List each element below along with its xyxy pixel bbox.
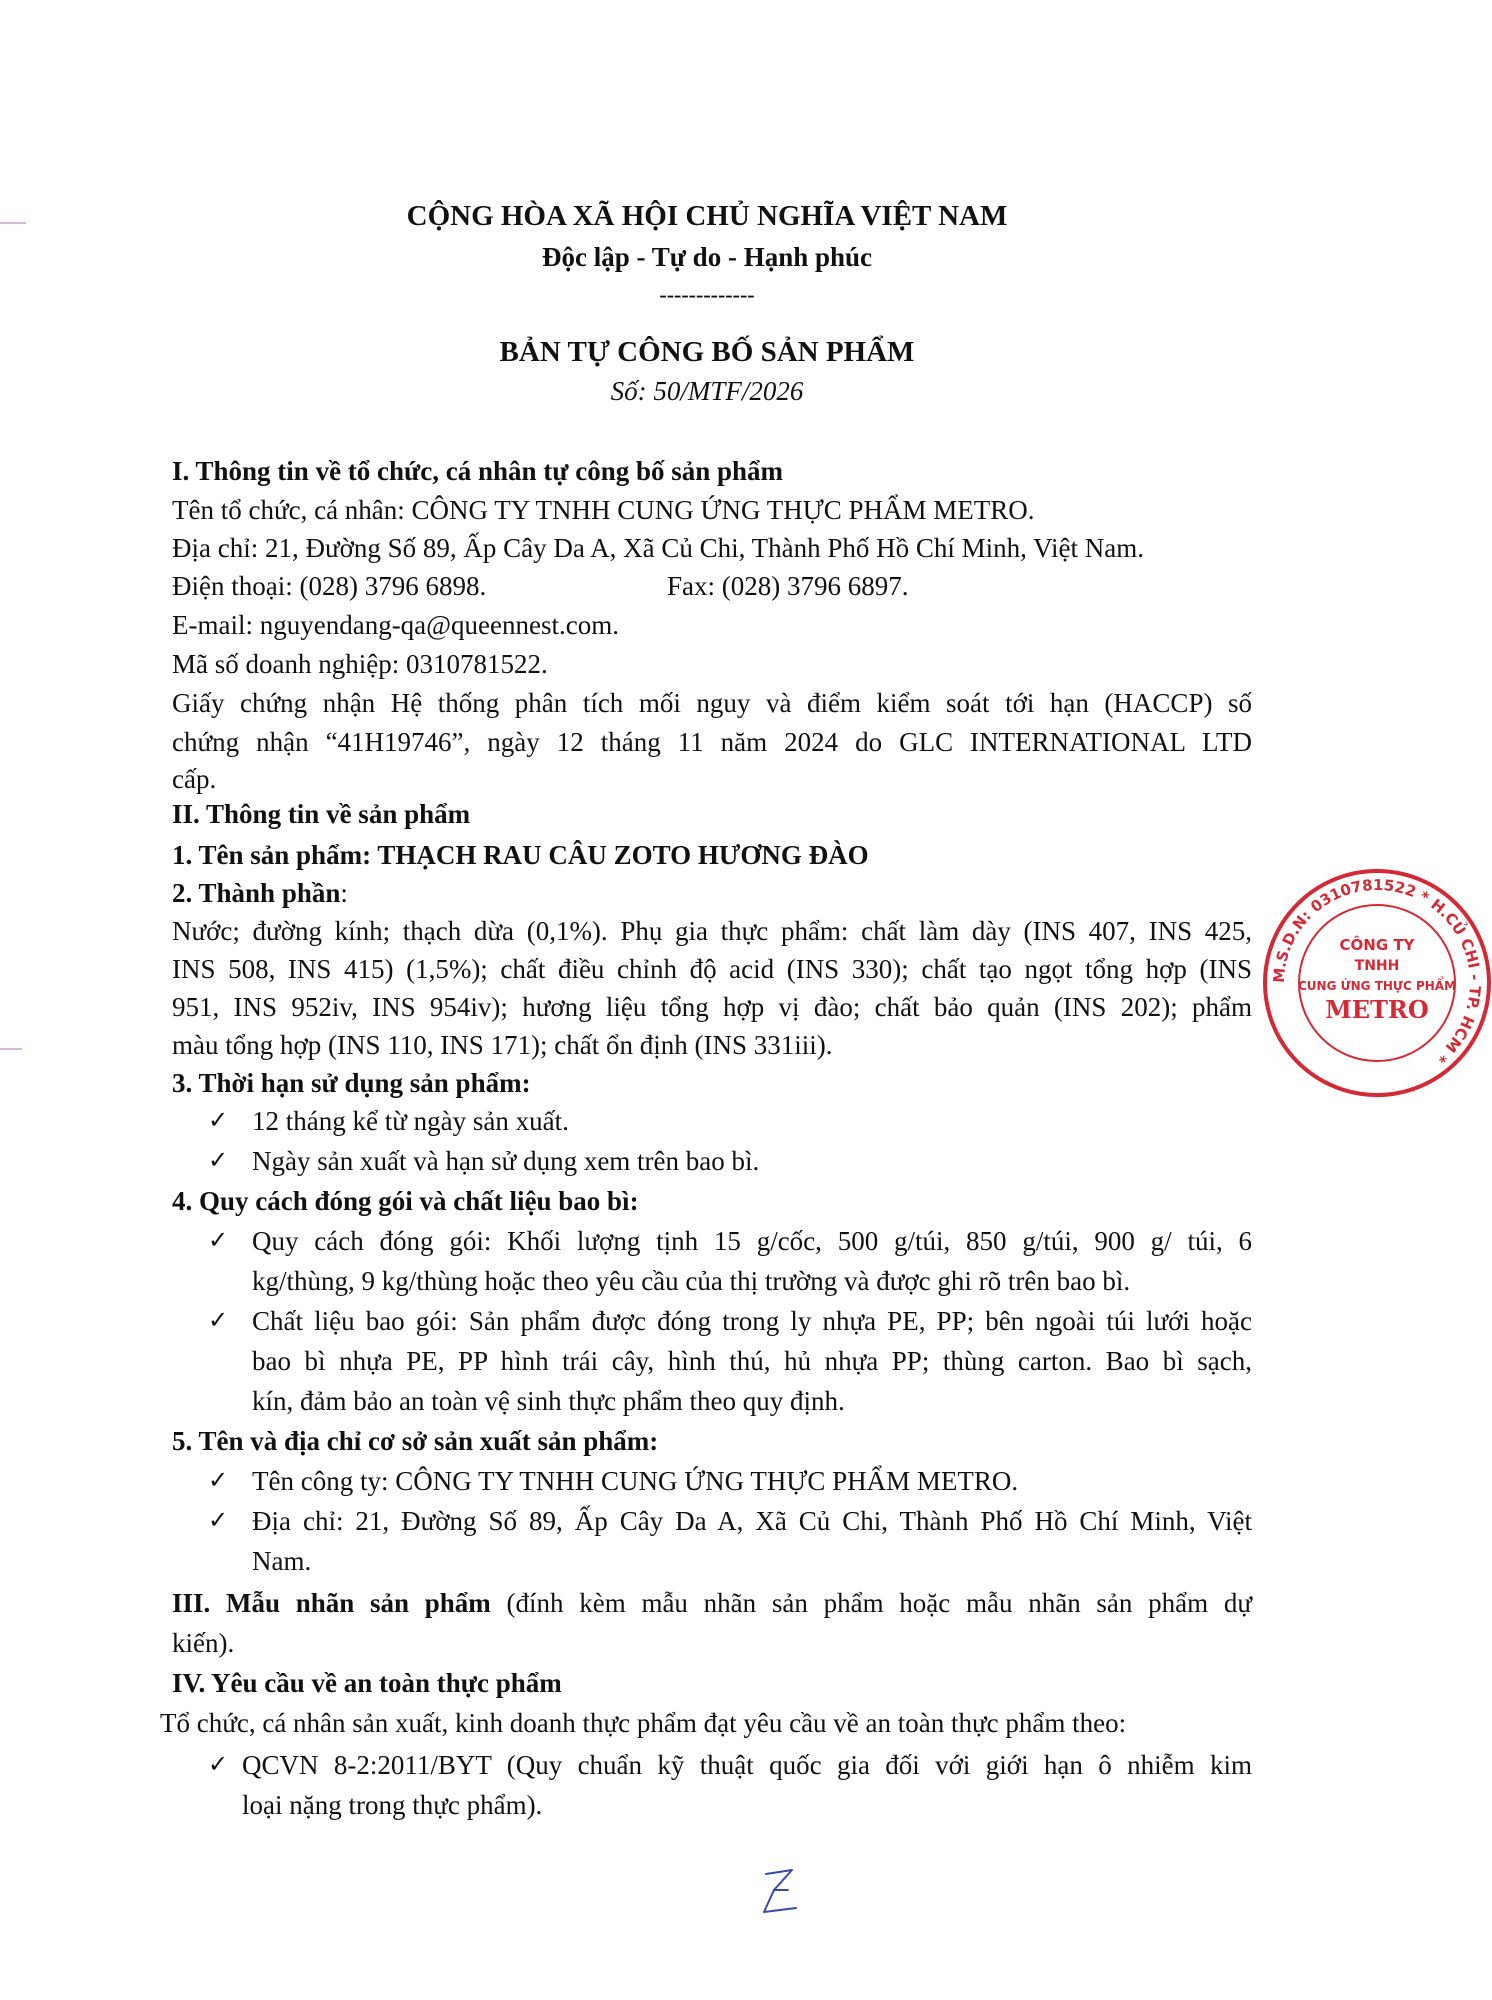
org-phone: Điện thoại: (028) 3796 6898. [172, 571, 487, 601]
ingredients-text: Nước; đường kính; thạch dừa (0,1%). Phụ gia thực phẩm: chất làm dày (INS 407, INS 425, [172, 916, 1252, 946]
document-title: BẢN TỰ CÔNG BỐ SẢN PHẨM [499, 336, 915, 368]
shelf-life-item: 12 tháng kể từ ngày sản xuất. [252, 1106, 569, 1136]
company-stamp [1262, 868, 1492, 1098]
shelf-life-heading: 3. Thời hạn sử dụng sản phẩm: [172, 1068, 531, 1098]
scan-mark [0, 1048, 22, 1050]
stamp-line: METRO [1325, 995, 1429, 1024]
haccp-text: chứng nhận “41H19746”, ngày 12 tháng 11 năm 2024 do GLC INTERNATIONAL LTD [172, 727, 1252, 757]
haccp-text: Giấy chứng nhận Hệ thống phân tích mối nguy và điểm kiểm soát tới hạn (HACCP) số [172, 688, 1252, 718]
packaging-material: bao bì nhựa PE, PP hình trái cây, hình thú, hủ nhựa PP; thùng carton. Bao bì sạch, [252, 1346, 1252, 1376]
packaging-spec: Quy cách đóng gói: Khối lượng tịnh 15 g/cốc, 500 g/túi, 850 g/túi, 900 g/ túi, 6 [252, 1226, 1252, 1256]
section-3-note: (đính kèm mẫu nhãn sản phẩm hoặc mẫu nhãn sản phẩm dự [490, 1588, 1252, 1618]
stamp-ring-text: M.S.D.N: 0310781522 * H.CỦ CHI - TP. HCM * [1269, 875, 1485, 1067]
ingredients-text: INS 508, INS 415) (1,5%); chất điều chỉnh độ acid (INS 330); chất tạo ngọt tổng hợp (INS [172, 954, 1252, 984]
stamp-line: TNHH [1354, 958, 1400, 974]
ingredients-heading [172, 880, 348, 907]
manufacturer-name: Tên công ty: CÔNG TY TNHH CUNG ỨNG THỰC PHẨM METRO. [252, 1466, 1019, 1496]
nation-heading: CỘNG HÒA XÃ HỘI CHỦ NGHĨA VIỆT NAM [406, 200, 1008, 232]
org-email: E-mail: nguyendang-qa@queennest.com. [172, 610, 619, 640]
manufacturer-address: Địa chỉ: 21, Đường Số 89, Ấp Cây Da A, Xã Củ Chi, Thành Phố Hồ Chí Minh, Việt [252, 1506, 1252, 1536]
check-icon: ✓ [208, 1750, 229, 1778]
check-icon: ✓ [208, 1466, 229, 1494]
header-divider: ------------- [659, 282, 755, 307]
shelf-life-item: Ngày sản xuất và hạn sử dụng xem trên bao bì. [252, 1146, 760, 1176]
product-name-label: 1. Tên sản phẩm: [172, 840, 378, 870]
section-4-heading: IV. Yêu cầu về an toàn thực phẩm [172, 1668, 562, 1698]
org-name: Tên tổ chức, cá nhân: CÔNG TY TNHH CUNG ỨNG THỰC PHẨM METRO. [172, 495, 1035, 525]
org-tax-code: Mã số doanh nghiệp: 0310781522. [172, 649, 548, 679]
packaging-material: kín, đảm bảo an toàn vệ sinh thực phẩm theo quy định. [252, 1386, 845, 1416]
motto: Độc lập - Tự do - Hạnh phúc [541, 242, 873, 272]
section-3-heading: III. Mẫu nhãn sản phẩm [172, 1588, 491, 1618]
section-3-note: kiến). [172, 1628, 235, 1658]
packaging-heading: 4. Quy cách đóng gói và chất liệu bao bì: [172, 1186, 639, 1216]
section-1-heading: I. Thông tin về tổ chức, cá nhân tự công bố sản phẩm [172, 456, 784, 486]
ingredients-heading-label: 2. Thành phần [172, 878, 341, 908]
product-name: THẠCH RAU CÂU ZOTO HƯƠNG ĐÀO [377, 840, 869, 870]
section-4-intro: Tổ chức, cá nhân sản xuất, kinh doanh thực phẩm đạt yêu cầu về an toàn thực phẩm theo: [160, 1708, 1127, 1738]
check-icon: ✓ [208, 1146, 229, 1174]
safety-requirement: loại nặng trong thực phẩm). [242, 1790, 543, 1820]
org-fax: Fax: (028) 3796 6897. [667, 571, 909, 601]
stamp-line: CUNG ỨNG THỰC PHẨM [1297, 979, 1457, 993]
check-icon: ✓ [208, 1106, 229, 1134]
packaging-spec: kg/thùng, 9 kg/thùng hoặc theo yêu cầu của thị trường và được ghi rõ trên bao bì. [252, 1266, 1131, 1296]
check-icon: ✓ [208, 1226, 229, 1254]
safety-requirement: QCVN 8-2:2011/BYT (Quy chuẩn kỹ thuật quốc gia đối với giới hạn ô nhiễm kim [242, 1750, 1252, 1780]
manufacturer-heading: 5. Tên và địa chỉ cơ sở sản xuất sản phẩm: [172, 1426, 659, 1456]
stamp-line: CÔNG TY [1339, 936, 1415, 954]
manufacturer-address: Nam. [252, 1546, 312, 1576]
org-address: Địa chỉ: 21, Đường Số 89, Ấp Cây Da A, Xã Củ Chi, Thành Phố Hồ Chí Minh, Việt Nam. [172, 533, 1145, 563]
ingredients-heading-colon: : [340, 878, 348, 908]
ingredients-text: màu tổng hợp (INS 110, INS 171); chất ổn định (INS 331iii). [172, 1030, 833, 1060]
ingredients-text: 951, INS 952iv, INS 954iv); hương liệu tổng hợp vị đào; chất bảo quản (INS 202); phẩm [172, 992, 1252, 1022]
check-icon: ✓ [208, 1506, 229, 1534]
section-3-line [172, 1590, 1252, 1617]
check-icon: ✓ [208, 1306, 229, 1334]
document-number: Số: 50/MTF/2026 [610, 376, 804, 406]
haccp-text: cấp. [172, 764, 217, 794]
packaging-material: Chất liệu bao gói: Sản phẩm được đóng trong ly nhựa PE, PP; bên ngoài túi lưới hoặc [252, 1306, 1252, 1336]
section-2-heading: II. Thông tin về sản phẩm [172, 799, 471, 829]
product-name-line [172, 842, 869, 869]
signature-initial-icon [752, 1864, 808, 1920]
